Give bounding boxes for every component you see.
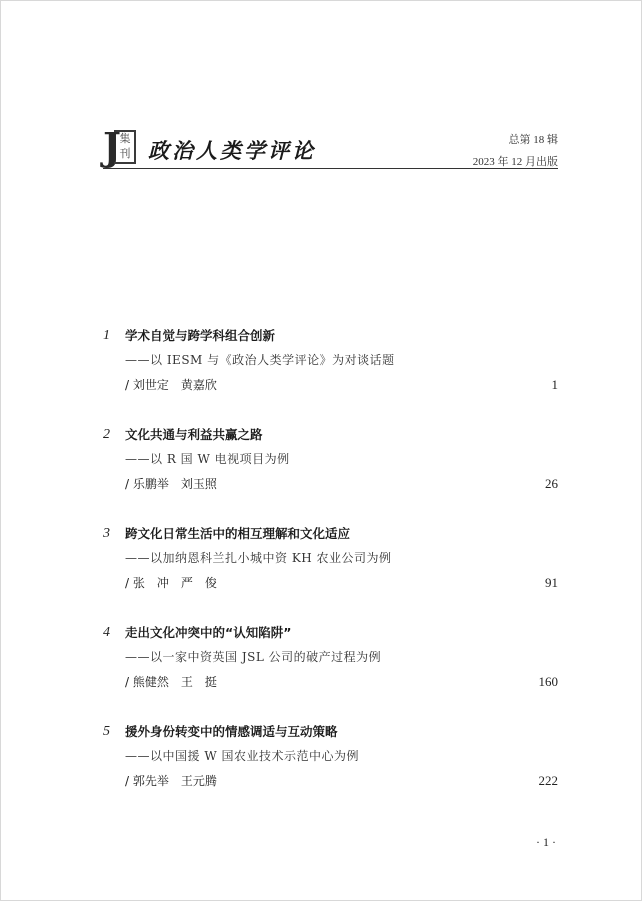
issue-number: 总第 18 辑 [508, 134, 558, 146]
toc-entry-number: 5 [103, 724, 110, 739]
issue-info [473, 129, 558, 173]
toc-entry-authors: / 郭先举 王元腾 [125, 774, 217, 788]
toc-entry-title[interactable]: 援外身份转变中的情感调适与互动策略 [125, 724, 338, 739]
toc-entry-authors: / 张 冲 严 俊 [125, 576, 217, 590]
journal-logo [103, 124, 133, 169]
toc-entry-number: 4 [103, 625, 110, 640]
toc-entry-page[interactable]: 1 [551, 377, 558, 392]
publish-date: 2023 年 12 月出版 [472, 156, 558, 168]
toc-entry-title[interactable]: 学术自觉与跨学科组合创新 [125, 328, 276, 343]
toc-entry-page[interactable]: 91 [545, 575, 558, 590]
logo-text: 集刊 [119, 132, 131, 160]
toc-entry-subtitle: ——以中国援 W 国农业技术示范中心为例 [125, 749, 359, 763]
toc-entry-number: 1 [103, 328, 110, 343]
toc-entry[interactable] [103, 622, 558, 721]
toc-entry-title[interactable]: 文化共通与利益共赢之路 [125, 427, 263, 442]
toc-entry-page[interactable]: 26 [545, 476, 558, 491]
toc-entry-authors: / 熊健然 王 挺 [125, 675, 217, 689]
toc-entry-subtitle: ——以加纳恩科兰扎小城中资 KH 农业公司为例 [125, 551, 392, 565]
toc-entry-number: 3 [103, 526, 110, 541]
header-rule [103, 168, 558, 169]
toc-entry-page[interactable]: 222 [538, 773, 558, 788]
toc-entry[interactable] [103, 325, 558, 424]
toc-entry-subtitle: ——以 R 国 W 电视项目为例 [125, 452, 290, 466]
toc-entry-subtitle: ——以 IESM 与《政治人类学评论》为对谈话题 [125, 353, 395, 367]
logo-letter: J [103, 124, 121, 169]
toc-entry-title[interactable]: 走出文化冲突中的“认知陷阱” [125, 625, 292, 640]
toc-entry-title[interactable]: 跨文化日常生活中的相互理解和文化适应 [125, 526, 351, 541]
toc-entry[interactable] [103, 424, 558, 523]
toc-entry[interactable] [103, 721, 558, 820]
toc-entry[interactable] [103, 523, 558, 622]
toc-entry-subtitle: ——以一家中资英国 JSL 公司的破产过程为例 [125, 650, 382, 664]
page-number: · 1 · [536, 835, 556, 849]
toc-entry-authors: / 刘世定 黄嘉欣 [125, 378, 217, 392]
toc-entry-page[interactable]: 160 [538, 674, 558, 689]
toc-entry-number: 2 [103, 427, 110, 442]
journal-title: 政治人类学评论 [148, 138, 316, 163]
toc-entry-authors: / 乐鹏举 刘玉照 [125, 477, 217, 491]
table-of-contents [103, 325, 558, 820]
